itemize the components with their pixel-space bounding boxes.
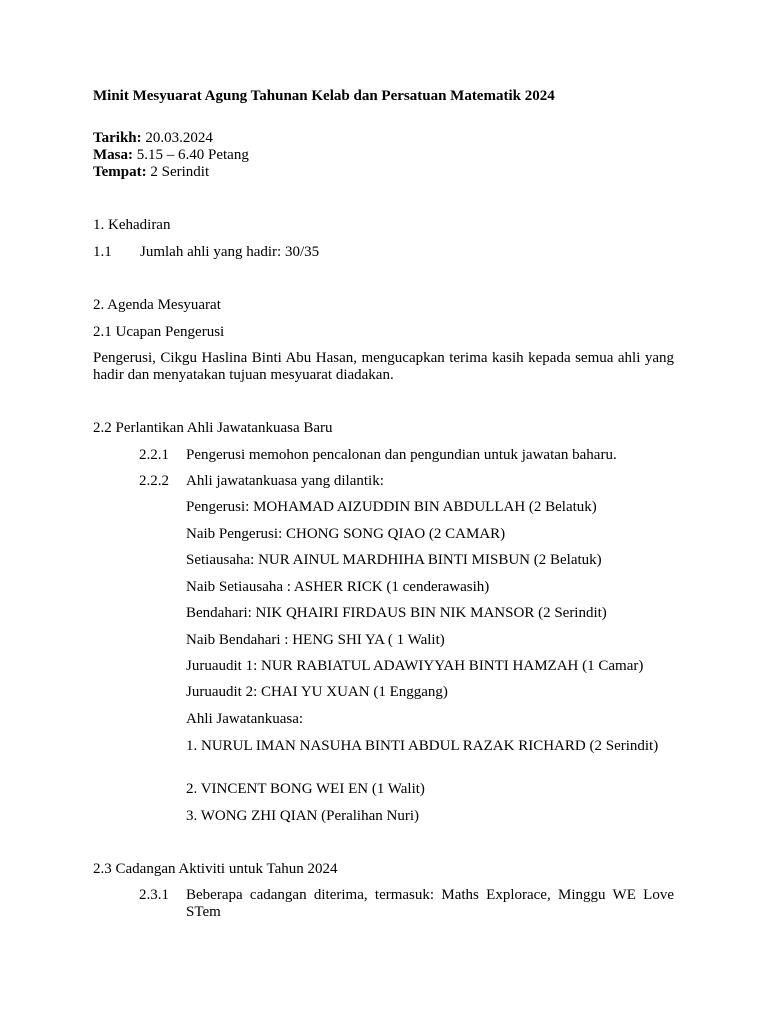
member-1: 1. NURUL IMAN NASUHA BINTI ABDUL RAZAK RICHARD (2 Serindit) — [186, 738, 659, 754]
section-2-2-heading: 2.2 Perlantikan Ahli Jawatankuasa Baru — [93, 420, 333, 436]
item-2-2-1 — [139, 447, 617, 464]
meta-place — [93, 164, 209, 181]
section-2-heading: 2. Agenda Mesyuarat — [93, 297, 221, 313]
time-label: Masa: — [93, 147, 133, 163]
date-label: Tarikh: — [93, 130, 142, 146]
item-number: 2.3.1 — [139, 887, 169, 903]
item-text: Pengerusi memohon pencalonan dan pengundian untuk jawatan baharu. — [186, 447, 617, 463]
committee-naib-pengerusi: Naib Pengerusi: CHONG SONG QIAO (2 CAMAR) — [186, 526, 506, 542]
item-1-1 — [93, 244, 319, 261]
place-value: 2 Serindit — [150, 164, 210, 180]
committee-naib-bendahari: Naib Bendahari : HENG SHI YA ( 1 Walit) — [186, 632, 445, 648]
place-label: Tempat: — [93, 164, 147, 180]
committee-pengerusi: Pengerusi: MOHAMAD AIZUDDIN BIN ABDULLAH (2 Belatuk) — [186, 499, 597, 515]
committee-naib-setiausaha: Naib Setiausaha : ASHER RICK (1 cenderawasih) — [186, 579, 490, 595]
committee-juruaudit-1: Juruaudit 1: NUR RABIATUL ADAWIYYAH BINTI HAMZAH (1 Camar) — [186, 658, 644, 674]
member-2: 2. VINCENT BONG WEI EN (1 Walit) — [186, 781, 425, 797]
date-value: 20.03.2024 — [145, 130, 213, 146]
section-1-heading: 1. Kehadiran — [93, 217, 171, 233]
committee-ahli-jawatankuasa: Ahli Jawatankuasa: — [186, 711, 304, 727]
section-2-1-heading: 2.1 Ucapan Pengerusi — [93, 324, 225, 340]
section-2-1-paragraph: Pengerusi, Cikgu Haslina Binti Abu Hasan, mengucapkan terima kasih kepada semua ahli yang hadir dan menyatakan tujuan mesyuarat diadakan. — [93, 350, 674, 383]
committee-bendahari: Bendahari: NIK QHAIRI FIRDAUS BIN NIK MANSOR (2 Serindit) — [186, 605, 607, 621]
item-number: 1.1 — [93, 244, 112, 260]
meta-time — [93, 147, 249, 164]
document-title: Minit Mesyuarat Agung Tahunan Kelab dan Persatuan Matematik 2024 — [93, 88, 555, 104]
item-number: 2.2.1 — [139, 447, 169, 463]
committee-juruaudit-2: Juruaudit 2: CHAI YU XUAN (1 Enggang) — [186, 684, 448, 700]
item-text: Jumlah ahli yang hadir: 30/35 — [140, 244, 320, 260]
item-2-3-1 — [139, 887, 674, 921]
meta-date — [93, 130, 213, 147]
item-number: 2.2.2 — [139, 473, 169, 489]
time-value: 5.15 – 6.40 Petang — [136, 147, 249, 163]
document-page — [93, 0, 674, 1024]
member-3: 3. WONG ZHI QIAN (Peralihan Nuri) — [186, 808, 419, 824]
committee-setiausaha: Setiausaha: NUR AINUL MARDHIHA BINTI MISBUN (2 Belatuk) — [186, 552, 602, 568]
item-text: Ahli jawatankuasa yang dilantik: — [186, 473, 384, 489]
item-2-2-2 — [139, 473, 384, 490]
item-text: Beberapa cadangan diterima, termasuk: Maths Explorace, Minggu WE Love STem — [186, 887, 674, 920]
section-2-3-heading: 2.3 Cadangan Aktiviti untuk Tahun 2024 — [93, 861, 338, 877]
